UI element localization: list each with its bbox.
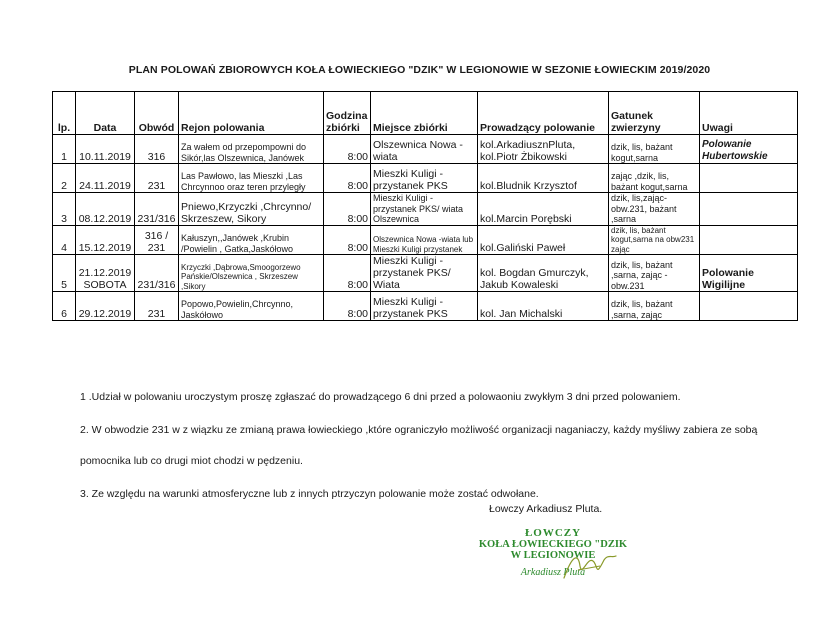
cell-lp: 1 (53, 135, 76, 164)
table-row (53, 135, 798, 164)
cell-obwod: 231/316 (135, 193, 179, 226)
note-3: 3. Ze względu na warunki atmosferyczne lub z innych ptrzyczyn polowanie może zostać odwołane. (80, 488, 539, 500)
header-obwod: Obwód (135, 92, 179, 135)
cell-data: 10.11.2019 (76, 135, 135, 164)
cell-gatunek (609, 164, 700, 193)
cell-godzina: 8:00 (324, 292, 371, 321)
cell-obwod: 231 (135, 164, 179, 193)
cell-lp: 4 (53, 225, 76, 255)
cell-rejon-text: Za wałem od przepompowni do Sikór,las Olszewnica, Janówek (181, 142, 307, 163)
stamp-line-1: ŁOWCZY (524, 527, 582, 539)
cell-rejon (179, 292, 324, 321)
cell-miejsce (371, 225, 478, 255)
note-1: 1 .Udział w polowaniu uroczystym proszę zgłaszać do prowadzącego 6 dni przed a polowaoniu zwykłym 3 dni przed polowaniem. (80, 391, 681, 403)
cell-data: 24.11.2019 (76, 164, 135, 193)
cell-gatunek-text: zając ,dzik, lis, bażant kogut,sarna (611, 171, 688, 192)
cell-data: 29.12.2019 (76, 292, 135, 321)
cell-miejsce (371, 135, 478, 164)
cell-data (76, 255, 135, 292)
header-data: Data (76, 92, 135, 135)
hunt-plan-table (52, 91, 798, 321)
cell-prowadzacy (478, 164, 609, 193)
header-prowadzacy: Prowadzący polowanie (478, 92, 609, 135)
stamp-line-4: Arkadiusz Pluta (520, 567, 586, 578)
cell-gatunek-text: dzik, lis, bażant ,sarna, zając - obw.231 (611, 259, 673, 291)
cell-obwod: 231 (135, 292, 179, 321)
cell-miejsce (371, 292, 478, 321)
cell-prowadzacy (478, 193, 609, 226)
cell-rejon (179, 164, 324, 193)
header-miejsce: Miejsce zbiórki (371, 92, 478, 135)
cell-uwagi (700, 292, 798, 321)
cell-godzina: 8:00 (324, 164, 371, 193)
page-title: PLAN POLOWAŃ ZBIOROWYCH KOŁA ŁOWIECKIEGO "DZIK" W LEGIONOWIE W SEZONIE ŁOWIECKIM 2019/2020 (128, 64, 711, 76)
cell-rejon-text: Krzyczki ,Dąbrowa,Smoogorzewo Pańskie/Olszewnica , Skrzeszew ,Sikory (181, 262, 301, 291)
cell-gatunek-text: dzik, lis, bażant kogut,sarna (611, 142, 673, 163)
cell-miejsce (371, 255, 478, 292)
cell-gatunek-text: dzik, lis, bażant ,sarna, zając (611, 299, 673, 320)
cell-lp: 2 (53, 164, 76, 193)
cell-gatunek (609, 225, 700, 255)
header-godzina: Godzina zbiórki (324, 92, 371, 135)
cell-prowadzacy (478, 292, 609, 321)
cell-miejsce (371, 164, 478, 193)
cell-uwagi: Polowanie Hubertowskie (700, 135, 798, 164)
cell-prowadzacy-text: kol.Galiński Paweł (480, 242, 566, 254)
stamp-line-3: W LEGIONOWIE (510, 550, 596, 561)
cell-rejon (179, 225, 324, 255)
cell-rejon (179, 135, 324, 164)
cell-obwod: 316 (135, 135, 179, 164)
cell-gatunek (609, 135, 700, 164)
header-lp: lp. (53, 92, 76, 135)
table-row (53, 193, 798, 226)
cell-rejon-text: Popowo,Powielin,Chrcynno, Jaskółowo (181, 299, 294, 320)
cell-rejon-text: Las Pawłowo, las Mieszki ,Las Chrcynnoo oraz teren przyległy (181, 171, 306, 192)
cell-godzina: 8:00 (324, 135, 371, 164)
cell-godzina: 8:00 (324, 255, 371, 292)
cell-obwod: 316 / 231 (135, 225, 179, 255)
cell-miejsce-text: Mieszki Kuligi - przystanek PKS (373, 168, 448, 192)
cell-lp: 5 (53, 255, 76, 292)
cell-data-date: 21.12.2019 (78, 267, 132, 279)
cell-rejon (179, 193, 324, 226)
table-row (53, 292, 798, 321)
cell-uwagi (700, 193, 798, 226)
table-row (53, 164, 798, 193)
cell-prowadzacy-text: kol.Marcin Porębski (480, 212, 572, 225)
header-rejon: Rejon polowania (179, 92, 324, 135)
cell-miejsce (371, 193, 478, 226)
cell-data-day: SOBOTA (83, 279, 127, 291)
cell-obwod: 231/316 (135, 255, 179, 292)
cell-prowadzacy-text: kol. Bogdan Gmurczyk, Jakub Kowaleski (480, 267, 589, 291)
signatory-line: Łowczy Arkadiusz Pluta. (489, 503, 603, 515)
handwritten-signature (560, 548, 620, 586)
cell-prowadzacy (478, 135, 609, 164)
cell-gatunek (609, 193, 700, 226)
cell-uwagi: Polowanie Wigilijne (700, 255, 798, 292)
table-row (53, 255, 798, 292)
cell-uwagi (700, 164, 798, 193)
cell-rejon (179, 255, 324, 292)
cell-gatunek (609, 292, 700, 321)
cell-gatunek-text: dzik, lis,zając-obw.231, bażant ,sarna (611, 193, 677, 224)
cell-prowadzacy-text: kol.ArkadiusznPluta, kol.Piotr Żbikowski (480, 139, 576, 163)
cell-godzina: 8:00 (324, 225, 371, 255)
header-gatunek: Gatunek zwierzyny (609, 92, 700, 135)
stamp-line-2: KOŁA ŁOWIECKIEGO "DZIK (478, 539, 628, 550)
cell-rejon-text: Kałuszyn,,Janówek ,Krubin /Powielin , Gatka,Jaskółowo (181, 233, 294, 254)
table-header-row (53, 92, 798, 135)
header-uwagi: Uwagi (700, 92, 798, 135)
cell-miejsce-text: Mieszki Kuligi - przystanek PKS/ wiata Olszewnica (373, 193, 464, 224)
cell-rejon-text: Pniewo,Krzyczki ,Chrcynno/ Skrzeszew, Sikory (181, 200, 312, 225)
cell-uwagi (700, 225, 798, 255)
cell-data: 08.12.2019 (76, 193, 135, 226)
cell-lp: 6 (53, 292, 76, 321)
cell-miejsce-text: Mieszki Kuligi - przystanek PKS/ Wiata (373, 255, 451, 291)
cell-gatunek-text: dzik, lis, bażant kogut,sarna na obw231 zając (611, 225, 695, 254)
cell-miejsce-text: Olszewnica Nowa - wiata (373, 139, 463, 163)
note-2: 2. W obwodzie 231 w z wiązku ze zmianą prawa łowieckiego ,które ograniczyło możliwość organizacji naganiaczy, każdy myśliwy zabiera ze sobą (80, 424, 758, 436)
cell-data: 15.12.2019 (76, 225, 135, 255)
table-row (53, 225, 798, 255)
cell-miejsce-text: Mieszki Kuligi - przystanek PKS (373, 296, 448, 320)
cell-lp: 3 (53, 193, 76, 226)
cell-prowadzacy (478, 225, 609, 255)
cell-prowadzacy-text: kol. Jan Michalski (480, 308, 563, 320)
cell-godzina: 8:00 (324, 193, 371, 226)
cell-prowadzacy (478, 255, 609, 292)
note-2-continued: pomocnika lub co drugi miot chodzi w pędzeniu. (80, 455, 303, 467)
cell-gatunek (609, 255, 700, 292)
cell-prowadzacy-text: kol.Bludnik Krzysztof (480, 180, 577, 192)
cell-miejsce-text: Olszewnica Nowa -wiata lub Mieszki Kuligi przystanek (373, 235, 474, 254)
